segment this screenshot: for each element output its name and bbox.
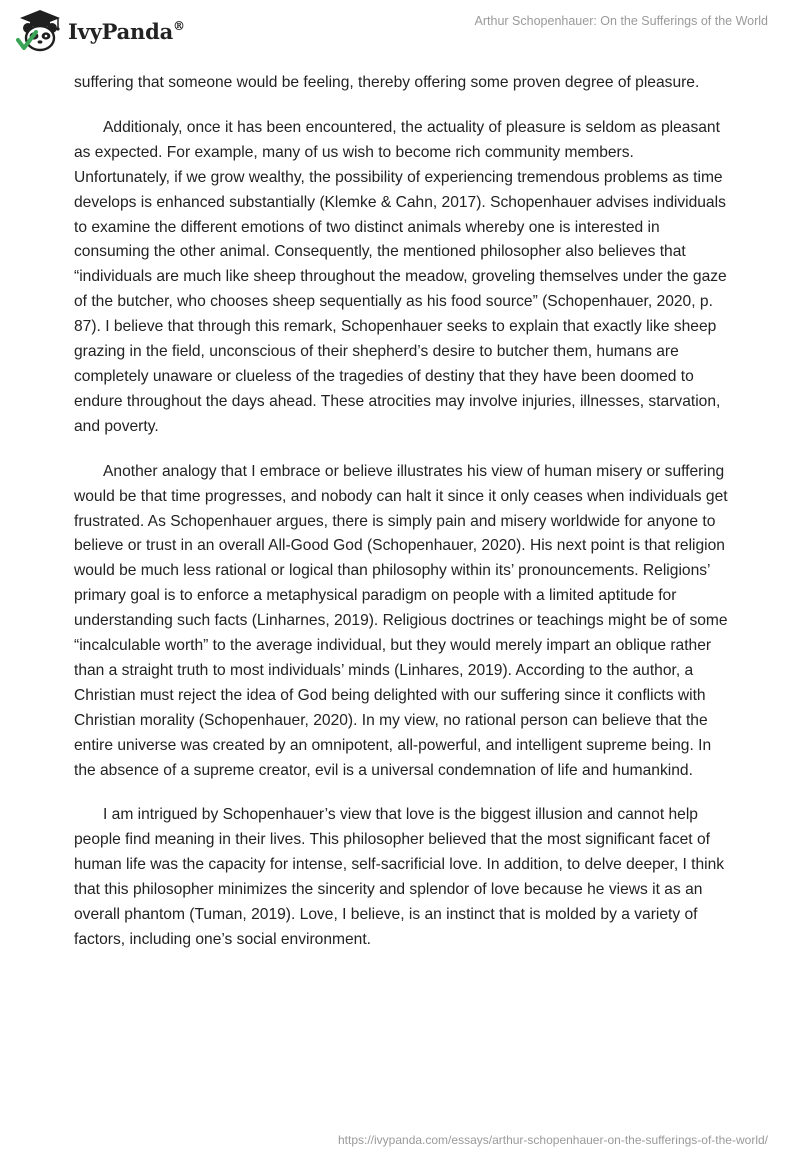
page-header — [0, 0, 800, 70]
brand-name: IvyPanda® — [68, 18, 185, 44]
paragraph: Additionaly, once it has been encountered, the actuality of pleasure is seldom as pleasant as expected. For example, many of us wish to become rich community members. Unfortunately, if we grow wealthy, the possibility of experiencing tremendous problems as time develops is enhanced substantially (Klemke & Cahn, 2017). Schopenhauer advises individuals to examine the different emotions of two distinct animals whereby one is interested in consuming the other animal. Consequently, the mentioned philosopher also believes that “individuals are much like sheep throughout the meadow, groveling themselves under the gaze of the butcher, who chooses sheep sequentially as his food source” (Schopenhauer, 2020, p. 87). I believe that through this remark, Schopenhauer seeks to explain that exactly like sheep grazing in the field, unconscious of their shepherd’s desire to butcher them, humans are completely unaware or clueless of the tragedies of destiny that they have been doomed to endure throughout the days ahead. These atrocities may involve injuries, illnesses, starvation, and poverty. — [74, 118, 727, 435]
document-title: Arthur Schopenhauer: On the Sufferings of the World — [474, 14, 768, 28]
source-url[interactable]: https://ivypanda.com/essays/arthur-schopenhauer-on-the-sufferings-of-the-world/ — [338, 1133, 768, 1147]
paragraph: I am intrigued by Schopenhauer’s view that love is the biggest illusion and cannot help people find meaning in their lives. This philosopher believed that the most significant facet of human life was the capacity for intense, self-sacrificial love. In addition, to delve deeper, I think that this philosopher minimizes the sincerity and splendor of love because he views it as an overall phantom (Tuman, 2019). Love, I believe, is an instinct that is molded by a variety of factors, including one’s social environment. — [74, 806, 725, 948]
paragraph-continuation: suffering that someone would be feeling, thereby offering some proven degree of pleasure. — [74, 74, 700, 91]
paragraph: Another analogy that I embrace or believe illustrates his view of human misery or suffering would be that time progresses, and nobody can halt it since it only ceases when individuals get frustrated. As Schopenhauer argues, there is simply pain and misery worldwide for anyone to believe or trust in an overall All-Good God (Schopenhauer, 2020). His next point is that religion would be much less rational or logical than philosophy within its’ pronouncements. Religions’ primary goal is to enforce a metaphysical paradigm on people with a limited aptitude for understanding such facts (Linharnes, 2019). Religious doctrines or teachings might be of some “incalculable worth” to the average individual, but they would merely impart an oblique rather than a straight truth to most individuals’ minds (Linhares, 2019). According to the author, a Christian must reject the idea of God being delighted with our suffering since it conflicts with Christian morality (Schopenhauer, 2020). In my view, no rational person can believe that the entire universe was created by an omnipotent, all-powerful, and intelligent supreme being. In the absence of a supreme creator, evil is a universal condemnation of life and humankind. — [74, 462, 728, 779]
essay-body — [74, 71, 734, 973]
panda-graduate-icon — [14, 8, 62, 54]
ivypanda-logo[interactable] — [14, 8, 185, 54]
registered-mark: ® — [173, 18, 185, 33]
